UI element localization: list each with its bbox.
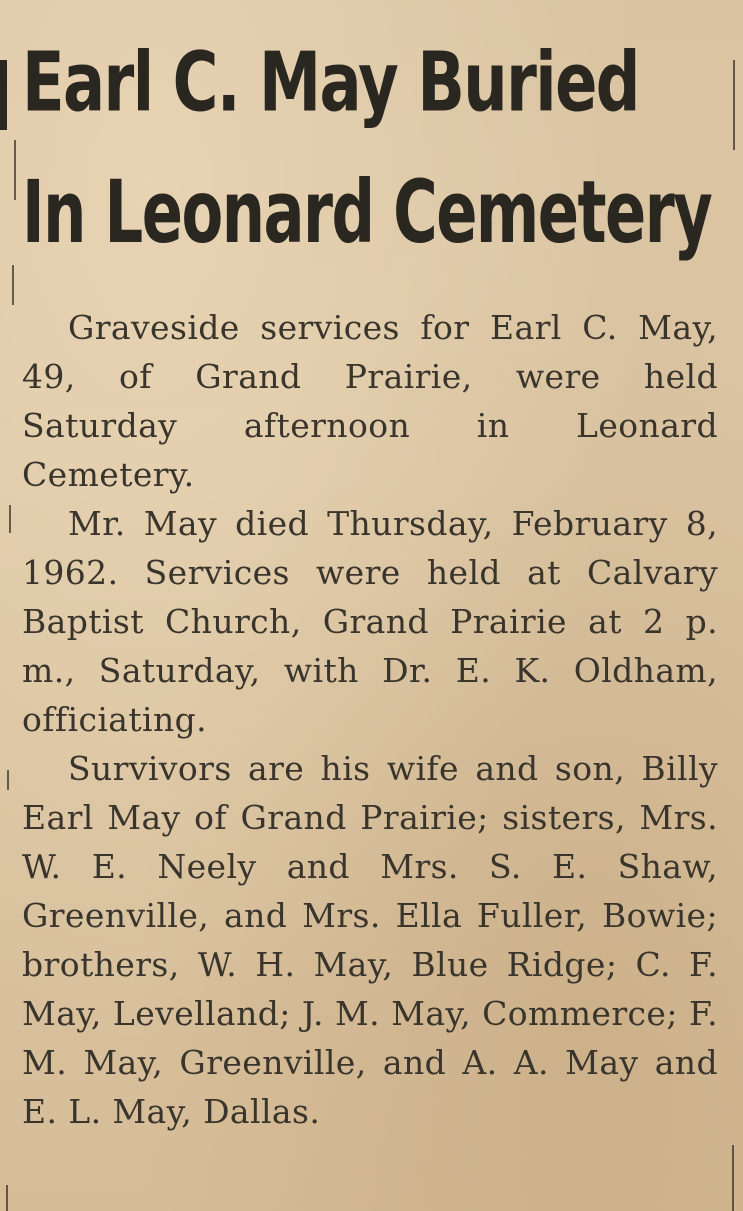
column-rule: [9, 505, 11, 533]
column-rule: [12, 265, 14, 305]
column-rule: [6, 1185, 8, 1211]
column-rule: [7, 770, 9, 790]
paragraph-survivors: Survivors are his wife and son, Billy Earl May of Grand Prairie; sisters, Mrs. W. E. Neely and Mrs. S. E. Shaw, Greenville, and Mrs. Ella Fuller, Bowie; brothers, W. H. May, Blue Ridge; C. F. May, Levelland; J. M. May, Commerce; F. M. May, Greenville, and A. A. May and E. L. May, Dallas.: [22, 749, 718, 1131]
column-edge-fragment: [0, 60, 7, 130]
column-rule: [733, 60, 735, 150]
column-rule: [732, 1145, 734, 1211]
column-rule: [14, 140, 16, 200]
paragraph-services: Graveside services for Earl C. May, 49, of Grand Prairie, were held Saturday afternoon in Leonard Cemetery.: [22, 308, 718, 494]
paragraph-death: Mr. May died Thursday, February 8, 1962. Services were held at Calvary Baptist Church, Grand Prairie at 2 p. m., Saturday, with Dr. E. K. Oldham, officiating.: [22, 504, 718, 739]
article-body: [22, 303, 718, 1136]
headline-line-1: Earl C. May Buried: [22, 36, 639, 131]
headline-line-2: In Leonard Cemetery: [22, 162, 712, 263]
